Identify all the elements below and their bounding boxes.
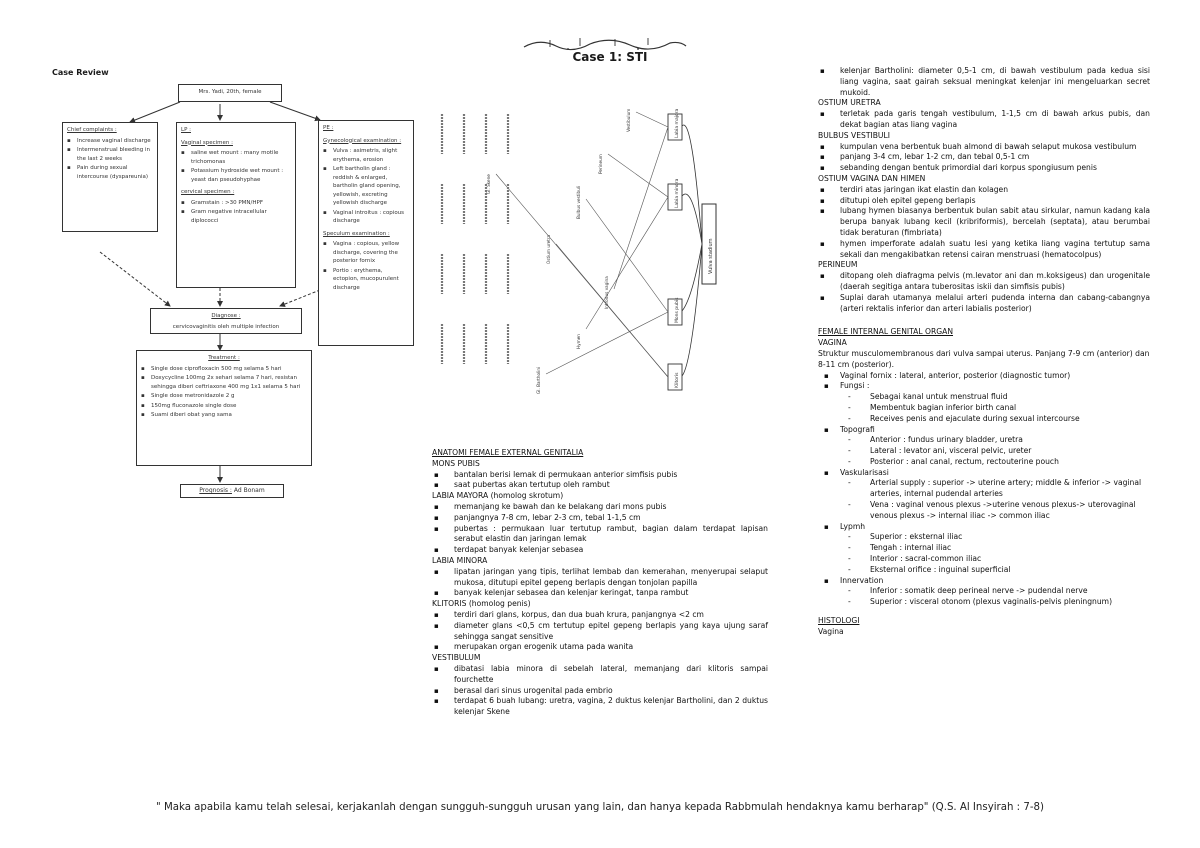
list-item: ▪ Suplai darah utamanya melalui arteri pudenda interna dan cabang-cabangnya (arteri rektalis inferior dan arteri labialis posterior) — [818, 293, 1150, 315]
list-item: ▪ kumpulan vena berbentuk buah almond di bawah selaput mukosa vestibulum — [818, 142, 1150, 153]
complaint-heading: Chief complaints : — [67, 127, 117, 133]
external-genitalia-column — [432, 448, 768, 718]
list-item: ▪ Vaginal fornix : lateral, anterior, posterior (diagnostic tumor) — [818, 371, 1150, 382]
footer-quote: " Maka apabila kamu telah selesai, kerjakanlah dengan sungguh-sungguh urusan yang lain, dan hanya kepada Rabbmulah hendaknya kamu berharap" (Q.S. Al Insyirah : 7-8) — [156, 802, 1044, 813]
list-item: - Vena : vaginal venous plexus ->uterine venous plexus-> uterovaginal venous plexus -> internal iliac -> common iliac — [818, 500, 1150, 522]
list-item: ▪ lipatan jaringan yang tipis, terlihat lembab dan kemerahan, menyerupai selaput mukosa, ditutupi epitel gepeng berlapis dengan tonjolan papilla — [432, 567, 768, 589]
internal-heading: FEMALE INTERNAL GENITAL ORGAN — [818, 327, 954, 337]
list-item: ▪ Doxycycline 100mg 2x sehari selama 7 hari, resistan sehingga diberi ceftriaxone 400 mg 1x1 selama 5 hari — [141, 374, 307, 391]
case-review-label: Case Review — [52, 68, 109, 77]
list-item: ▪ Left bartholin gland : reddish & enlarged, bartholin gland opening, yellowish, excreting yellowish discharge — [323, 165, 409, 208]
list-item: - Membentuk bagian inferior birth canal — [818, 403, 1150, 414]
subsection-title: KLITORIS (homolog penis) — [432, 599, 531, 609]
right-column — [818, 66, 1150, 638]
mindmap-leaf-label: Bulbus vestibuli — [576, 185, 581, 219]
mindmap-leaf-label: Vestibulum — [626, 108, 631, 132]
chief-complaint-box — [62, 122, 158, 232]
vagina-title: VAGINA — [818, 338, 847, 348]
list-item: ▪ ditutupi oleh epitel gepeng berlapis — [818, 196, 1150, 207]
list-item: ▪ Potassium hydroxide wet mount : yeast dan pseudohyphae — [181, 167, 291, 184]
mindmap-connector — [608, 154, 668, 197]
histology-sub: Vagina — [818, 626, 844, 636]
prognosis-label: Prognosis : — [199, 487, 232, 494]
list-item: - Receives penis and ejaculate during sexual intercourse — [818, 414, 1150, 425]
mindmap-node-label: Mons pubis — [675, 297, 680, 323]
bullet-list — [818, 142, 1150, 174]
mindmap-node-label: Labia majora — [675, 108, 680, 138]
list-item: ▪ kelenjar Bartholini: diameter 0,5-1 cm, di bawah vestibulum pada kedua sisi liang vagina, saat gairah seksual meningkat kelenjar ini mengeluarkan secret mukoid. — [818, 66, 1150, 98]
histology-heading: HISTOLOGI — [818, 616, 860, 626]
treatment-heading: Treatment : — [208, 355, 240, 361]
pe-sub-heading: Gynecological examination : — [323, 137, 402, 144]
physical-exam-box — [318, 120, 414, 346]
bullet-list — [818, 66, 1150, 98]
mindmap-connector — [682, 194, 702, 244]
list-item: - Anterior : fundus urinary bladder, uretra — [818, 435, 1150, 446]
mindmap-connector — [546, 312, 668, 374]
mindmap-leaf-label: Hymen — [576, 334, 581, 349]
subsection-title: MONS PUBIS — [432, 458, 480, 468]
vagina-intro: Struktur musculomembranous dari vulva sampai uterus. Panjang 7-9 cm (anterior) dan 8-11 cm (posterior). — [818, 348, 1150, 369]
external-sections — [432, 459, 768, 718]
list-item: ▪ Suami diberi obat yang sama — [141, 411, 307, 420]
diagnosis-heading: Diagnose : — [211, 313, 241, 319]
bullet-list — [818, 109, 1150, 131]
mindmap-center-label: Vulva stadium — [708, 238, 714, 274]
mindmap-connector — [614, 127, 668, 289]
mindmap-leaf-label: Perineum — [598, 154, 603, 174]
list-item: - Tengah : internal iliac — [818, 543, 1150, 554]
list-item: ▪ terdiri atas jaringan ikat elastin dan kolagen — [818, 185, 1150, 196]
mindmap-leaf-label: Gl. Skene — [486, 174, 491, 194]
list-item: ▪ Single dose ciprofloxacin 500 mg selama 5 hari — [141, 365, 307, 374]
list-item: ▪ berasal dari sinus urogenital pada embrio — [432, 686, 768, 697]
lab-sub-heading: cervical specimen : — [181, 189, 235, 196]
list-item: - Lateral : levator ani, visceral pelvic, ureter — [818, 446, 1150, 457]
list-item: - Inferior : somatik deep perineal nerve -> pudendal nerve — [818, 586, 1150, 597]
list-item: ▪ panjang 3-4 cm, lebar 1-2 cm, dan tebal 0,5-1 cm — [818, 152, 1150, 163]
list-item: ▪ dibatasi labia minora di sebelah lateral, memanjang dari klitoris sampai fourchette — [432, 664, 768, 686]
bullet-list — [818, 271, 1150, 314]
list-item: ▪ Increase vaginal discharge — [67, 137, 153, 146]
subsection-title: OSTIUM URETRA — [818, 98, 881, 108]
bullet-list — [432, 470, 768, 492]
list-item: ▪ lubang hymen biasanya berbentuk bulan sabit atau sirkular, namun kadang kala berupa banyak lubang kecil (kribriformis), bercelah (septata), atau berumbai tidak beraturan (fimbriata) — [818, 206, 1150, 238]
list-item: ▪ terdapat banyak kelenjar sebasea — [432, 545, 768, 556]
bullet-list — [432, 567, 768, 599]
list-item: ▪ terletak pada garis tengah vestibulum, 1-1,5 cm di bawah arkus pubis, dan dekat bagian atas liang vagina — [818, 109, 1150, 131]
list-item: - Eksternal orifice : inguinal superficial — [818, 565, 1150, 576]
prognosis-box — [180, 484, 284, 498]
list-item: ▪ Vulva : asimetris, slight erythema, erosion — [323, 147, 409, 164]
lab-heading: LP : — [181, 127, 191, 133]
mindmap-leaf-label: Ostium uretra — [546, 234, 551, 264]
list-item: - Arterial supply : superior -> uterine artery; middle & inferior -> vaginal arteries, internal pudendal arteries — [818, 478, 1150, 500]
mindmap-connector — [636, 112, 668, 127]
list-item: ▪ Gram negative intracellular diplococci — [181, 208, 291, 225]
treatment-box — [136, 350, 312, 466]
pe-sub-heading: Speculum examination : — [323, 230, 390, 237]
anatomy-mindmap — [430, 74, 790, 416]
page-title: Case 1: STI — [572, 50, 648, 64]
list-item: ▪ Vagina : copious, yellow discharge, covering the posterior fornix — [323, 240, 409, 266]
list-item: ▪ Innervation — [818, 576, 1150, 587]
lab-findings-box — [176, 122, 296, 288]
diagnosis-box — [150, 308, 302, 334]
mindmap-node-label: Labia minora — [675, 178, 680, 208]
list-item: ▪ Vaginal introitus : copious discharge — [323, 209, 409, 226]
right-sections — [818, 66, 1150, 314]
list-item: ▪ terdiri dari glans, korpus, dan dua buah krura, panjangnya <2 cm — [432, 610, 768, 621]
list-item: ▪ Portio : erythema, ectopion, mucopurulent discharge — [323, 267, 409, 293]
mindmap-connector — [682, 244, 702, 376]
list-item: - Interior : sacral-common iliac — [818, 554, 1150, 565]
list-item: ▪ Fungsi : — [818, 381, 1150, 392]
list-item: - Posterior : anal canal, rectum, rectouterine pouch — [818, 457, 1150, 468]
list-item: ▪ memanjang ke bawah dan ke belakang dari mons pubis — [432, 502, 768, 513]
list-item: ▪ 150mg fluconazole single dose — [141, 402, 307, 411]
mindmap-connector — [586, 197, 668, 329]
list-item: ▪ diameter glans <0,5 cm tertutup epitel gepeng berlapis yang kaya ujung saraf sehingga sangat sensitive — [432, 621, 768, 643]
subsection-title: PERINEUM — [818, 260, 858, 270]
list-item: ▪ pubertas : permukaan luar tertutup rambut, bagian dalam terdapat lapisan serabut elastin dan jaringan lemak — [432, 524, 768, 546]
bullet-list — [432, 664, 768, 718]
list-item: ▪ Single dose metronidazole 2 g — [141, 392, 307, 401]
mindmap-graphic — [430, 74, 790, 416]
diagnosis-text: cervicovaginitis oleh multiple infection — [172, 323, 280, 330]
patient-box — [178, 84, 282, 102]
list-item: ▪ Gramstain : >30 PMN/HPF — [181, 199, 291, 208]
subsection-title: OSTIUM VAGINA DAN HIMEN — [818, 173, 926, 183]
list-item: ▪ hymen imperforate adalah suatu lesi yang ketika liang vagina tertutup sama sekali dan mengakibatkan retensi cairan menstruasi (hematocolpus) — [818, 239, 1150, 261]
subsection-title: LABIA MAYORA (homolog skrotum) — [432, 491, 564, 501]
list-item: ▪ terdapat 6 buah lubang: uretra, vagina, 2 duktus kelenjar Bartholini, dan 2 duktus kelenjar Skene — [432, 696, 768, 718]
mindmap-leaf-label: Introitus vagina — [604, 276, 609, 309]
list-item: ▪ Topografi — [818, 425, 1150, 436]
list-item: ▪ merupakan organ erogenik utama pada wanita — [432, 642, 768, 653]
bullet-list — [818, 185, 1150, 261]
list-item: ▪ panjangnya 7-8 cm, lebar 2-3 cm, tebal 1-1,5 cm — [432, 513, 768, 524]
list-item: ▪ bantalan berisi lemak di permukaan anterior simfisis pubis — [432, 470, 768, 481]
list-item: - Superior : visceral otonom (plexus vaginalis-pelvis pleningnum) — [818, 597, 1150, 608]
list-item: ▪ Pain during sexual intercourse (dyspareunia) — [67, 164, 153, 181]
bullet-list — [432, 502, 768, 556]
section-heading: ANATOMI FEMALE EXTERNAL GENITALIA — [432, 448, 584, 457]
list-item: ▪ Intermenstrual bleeding in the last 2 weeks — [67, 146, 153, 163]
subsection-title: LABIA MINORA — [432, 555, 488, 565]
patient-label: Mrs. Yadi, 20th, female — [198, 89, 262, 95]
mindmap-node-label: Klitoris — [675, 372, 680, 388]
list-item: - Sebagai kanal untuk menstrual fluid — [818, 392, 1150, 403]
list-item: ▪ sebanding dengan bentuk primordial dari korpus spongiusum penis — [818, 163, 1150, 174]
subsection-title: VESTIBULUM — [432, 653, 481, 663]
list-item: - Superior : eksternal iliac — [818, 532, 1150, 543]
prognosis-value: Ad Bonam — [233, 487, 265, 494]
subsection-title: BULBUS VESTIBULI — [818, 130, 890, 140]
list-item: ▪ ditopang oleh diafragma pelvis (m.levator ani dan m.koksigeus) dan urogenitale (daerah segitiga antara tuberositas iskii dan simfisis pubis) — [818, 271, 1150, 293]
list-item: ▪ Lypmh — [818, 522, 1150, 533]
bullet-list — [432, 610, 768, 653]
list-item: ▪ saline wet mount : many motile trichomonas — [181, 149, 291, 166]
list-item: ▪ saat pubertas akan tertutup oleh rambut — [432, 480, 768, 491]
pe-heading: PE : — [323, 125, 334, 131]
lab-sub-heading: Vaginal specimen : — [181, 139, 233, 146]
mindmap-leaf-label: Gl. Bartholini — [536, 366, 541, 394]
list-item: ▪ banyak kelenjar sebasea dan kelenjar keringat, tanpa rambut — [432, 588, 768, 599]
list-item: ▪ Vaskularisasi — [818, 468, 1150, 479]
